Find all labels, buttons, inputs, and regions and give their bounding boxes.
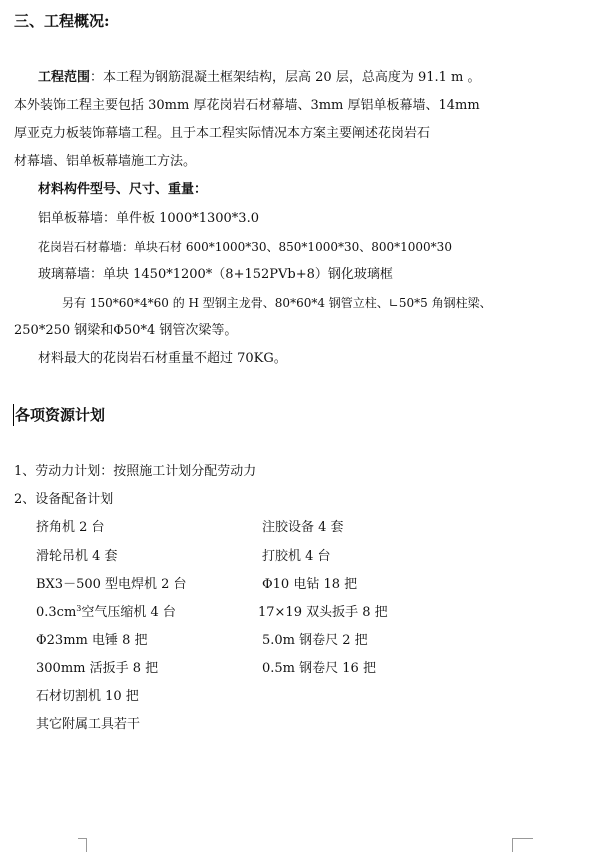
equipment-left-6: 石材切割机 10 把 (36, 689, 139, 704)
equipment-right-4: 17×19 双头扳手 8 把 (258, 605, 388, 620)
equipment-right-5: 5.0m 钢卷尺 2 把 (262, 633, 368, 648)
equipment-left-compressor: $0.3cm^3$空气压缩机 4 台 (36, 604, 176, 620)
equipment-right-2: 打胶机 4 台 (262, 549, 331, 564)
equipment-left-7: 其它附属工具若干 (36, 717, 141, 732)
material-weight: 材料最大的花岗岩石材重量不超过 70KG。 (38, 351, 287, 366)
scope-paragraph-line-3: 厚亚克力板装饰幕墙工程。且于本工程实际情况本方案主要阐述花岗岩石 (14, 126, 431, 141)
material-steel-line-1: 另有 150*60*4*60 的 H 型钢主龙骨、80*60*4 钢管立柱、∟50*5 角钢柱梁、 (62, 296, 492, 310)
page-corner-bottom-left (78, 838, 87, 852)
scope-label: 工程范围 (38, 70, 91, 85)
equipment-left-3: BX3－500 型电焊机 2 台 (36, 577, 187, 592)
equipment-plan-title: 2、设备配备计划 (14, 492, 114, 507)
scope-text: ：本工程为钢筋混凝土框架结构，层高 20 层，总高度为 91.1 m 。 (90, 70, 481, 85)
text-cursor (13, 404, 14, 426)
equipment-left-1: 挤角机 2 台 (36, 520, 105, 535)
equipment-right-6: 0.5m 钢卷尺 16 把 (262, 661, 376, 676)
materials-heading: 材料构件型号、尺寸、重量： (38, 182, 208, 197)
scope-paragraph-line-4: 材幕墙、铝单板幕墙施工方法。 (14, 154, 197, 169)
equipment-left-5: 300mm 活扳手 8 把 (36, 661, 159, 676)
equipment-left-2: 滑轮吊机 4 套 (36, 549, 118, 564)
labor-plan: 1、劳动力计划：按照施工计划分配劳动力 (14, 464, 257, 479)
material-steel-line-2: 250*250 钢梁和Φ50*4 钢管次梁等。 (14, 323, 238, 338)
page-corner-top-left (0, 0, 10, 10)
material-glass: 玻璃幕墙：单块 1450*1200*（8+152PVb+8）钢化玻璃框 (38, 267, 393, 282)
page-corner-bottom-right (512, 838, 533, 852)
equipment-right-3: Φ10 电钻 18 把 (262, 577, 358, 592)
resource-plan-heading: 各项资源计划 (15, 406, 106, 424)
scope-paragraph-line-2: 本外装饰工程主要包括 30mm 厚花岗岩石材幕墙、3mm 厚铝单板幕墙、14mm (14, 98, 480, 113)
scope-paragraph-line-1 (38, 70, 481, 86)
material-granite: 花岗岩石材幕墙：单块石材 600*1000*30、850*1000*30、800*1000*30 (38, 240, 452, 254)
equipment-right-1: 注胶设备 4 套 (262, 520, 344, 535)
material-aluminum: 铝单板幕墙：单件板 1000*1300*3.0 (38, 211, 259, 226)
section-heading: 三、工程概况: (14, 12, 110, 30)
equipment-left-4: Φ23mm 电锤 8 把 (36, 633, 148, 648)
